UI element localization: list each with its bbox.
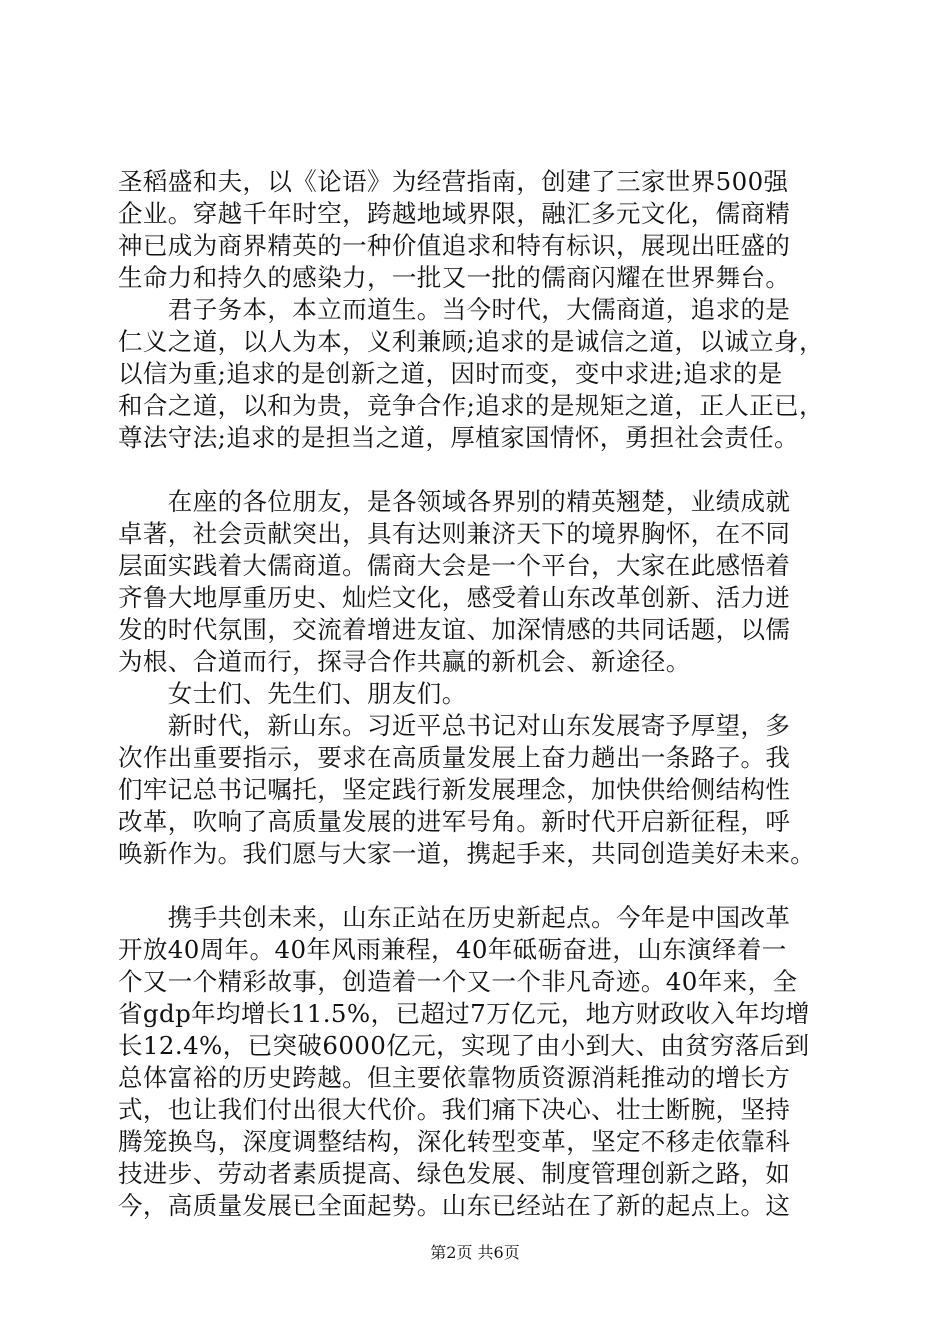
text-line: 新时代，新山东。习近平总书记对山东发展寄予厚望，多 [118,711,791,740]
text-line: 君子务本，本立而道生。当今时代，大儒商道，追求的是 [118,295,791,324]
text-line: 发的时代氛围，交流着增进友谊、加深情感的共同话题，以儒 [118,615,791,644]
text-line: 总体富裕的历史跨越。但主要依靠物质资源消耗推动的增长方 [118,1063,791,1092]
text-line: 女士们、先生们、朋友们。 [118,679,467,708]
text-line: 次作出重要指示，要求在高质量发展上奋力趟出一条路子。我 [118,743,791,772]
text-line: 神已成为商界精英的一种价值追求和特有标识，展现出旺盛的 [118,231,791,260]
text-line: 齐鲁大地厚重历史、灿烂文化，感受着山东改革创新、活力迸 [118,583,791,612]
text-line: 个又一个精彩故事，创造着一个又一个非凡奇迹。40年来，全 [118,967,798,996]
blank-line [118,454,834,486]
text-line: 腾笼换鸟，深度调整结构，深化转型变革，坚定不移走依靠科 [118,1127,791,1156]
text-line: 技进步、劳动者素质提高、绿色发展、制度管理创新之路，如 [118,1159,791,1188]
text-line: 企业。穿越千年时空，跨越地域界限，融汇多元文化，儒商精 [118,199,791,228]
text-line: 们牢记总书记嘱托，坚定践行新发展理念，加快供给侧结构性 [118,775,791,804]
text-line: 为根、合道而行，探寻合作共赢的新机会、新途径。 [118,647,691,676]
text-line: 仁义之道，以人为本，义利兼顾;追求的是诚信之道，以诚立身， [118,327,824,356]
text-line: 式，也让我们付出很大代价。我们痛下决心、壮士断腕，坚持 [118,1095,791,1124]
text-line: 卓著，社会贡献突出，具有达则兼济天下的境界胸怀，在不同 [118,519,791,548]
text-line: 尊法守法;追求的是担当之道，厚植家国情怀，勇担社会责任。 [118,423,799,452]
text-line: 层面实践着大儒商道。儒商大会是一个平台，大家在此感悟着 [118,551,791,580]
text-line: 在座的各位朋友，是各领域各界别的精英翘楚，业绩成就 [118,487,791,516]
text-line: 和合之道，以和为贵，竞争合作;追求的是规矩之道，正人正已， [118,391,824,420]
text-line: 改革，吹响了高质量发展的进军号角。新时代开启新征程，呼 [118,807,791,836]
blank-line [118,870,834,902]
text-line: 唤新作为。我们愿与大家一道，携起手来，共同创造美好未来。 [118,839,816,868]
text-line: 携手共创未来，山东正站在历史新起点。今年是中国改革 [118,903,791,932]
text-line: 圣稻盛和夫，以《论语》为经营指南，创建了三家世界500强 [118,167,789,196]
text-line: 以信为重;追求的是创新之道，因时而变，变中求进;追求的是 [118,359,783,388]
text-line: 省gdp年均增长11.5%，已超过7万亿元，地方财政收入年均增 [118,999,810,1028]
text-line: 开放40周年。40年风雨兼程，40年砥砺奋进，山东演绎着一 [118,935,787,964]
page-footer: 第2页 共6页 [430,1243,520,1262]
text-line: 生命力和持久的感染力，一批又一批的儒商闪耀在世界舞台。 [118,263,791,292]
text-line: 长12.4%，已突破6000亿元，实现了由小到大、由贫穷落后到 [118,1031,810,1060]
document-body [118,166,834,1222]
text-line: 今，高质量发展已全面起势。山东已经站在了新的起点上。这 [118,1191,791,1220]
